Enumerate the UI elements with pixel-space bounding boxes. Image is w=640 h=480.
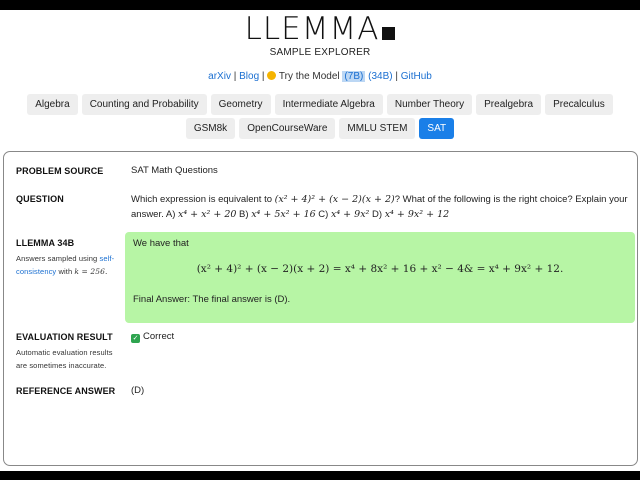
tab-geometry[interactable]: Geometry [211, 94, 271, 115]
logo-square-icon [382, 27, 395, 40]
choice-c: x⁴ + 9x² [330, 209, 370, 220]
choice-b: x⁴ + 5x² + 16 [251, 209, 316, 220]
question-label: QUESTION [16, 194, 64, 204]
evaluation-note: Automatic evaluation results are sometimes inaccurate. [16, 348, 113, 370]
tab-mmlu-stem[interactable]: MMLU STEM [339, 118, 415, 139]
links-bar [0, 71, 640, 82]
tab-algebra[interactable]: Algebra [27, 94, 77, 115]
model-note-k: k = 256. [74, 267, 108, 276]
page-subtitle: SAMPLE EXPLORER [269, 47, 371, 58]
model-note-text: with [56, 267, 75, 276]
separator: | [230, 71, 240, 82]
logo [245, 12, 396, 46]
tab-gsm8k[interactable]: GSM8k [186, 118, 235, 139]
try-model-label: Try the Model [276, 71, 343, 82]
choice-d: x⁴ + 9x² + 12 [384, 209, 450, 220]
model-note [16, 252, 126, 278]
separator: | [259, 71, 268, 82]
tab-sat[interactable]: SAT [419, 118, 454, 139]
problem-source-value: SAT Math Questions [131, 165, 218, 176]
reference-label: REFERENCE ANSWER [16, 386, 116, 396]
hugging-face-icon [267, 71, 276, 80]
choice-d-label: D) [369, 209, 385, 220]
question-text [131, 192, 628, 222]
tab-precalculus[interactable]: Precalculus [545, 94, 613, 115]
check-box-icon: ✓ [132, 335, 139, 342]
tab-number-theory[interactable]: Number Theory [387, 94, 472, 115]
tab-prealgebra[interactable]: Prealgebra [476, 94, 541, 115]
answer-equation: (x² + 4)² + (x − 2)(x + 2) = x⁴ + 8x² + 16 + x² − 4& = x⁴ + 9x² + 12. [196, 263, 564, 275]
tab-intermediate-algebra[interactable]: Intermediate Algebra [275, 94, 383, 115]
evaluation-title: EVALUATION RESULT [16, 332, 113, 342]
question-expression: (x² + 4)² + (x − 2)(x + 2) [274, 194, 395, 205]
model-34b-link[interactable]: (34B) [368, 71, 393, 82]
problem-source-label: PROBLEM SOURCE [16, 166, 104, 176]
question-part: Which expression is equivalent to [131, 194, 275, 205]
question-part: ? What of the following is the right choice? Explain your answer. A) [131, 194, 628, 220]
model-name: LLEMMA 34B [16, 238, 75, 248]
choice-c-label: C) [315, 209, 331, 220]
answer-intro: We have that [133, 238, 189, 249]
tab-counting-and-probability[interactable]: Counting and Probability [82, 94, 207, 115]
model-label [16, 238, 126, 278]
model-note-text: Answers sampled using [16, 254, 100, 263]
sample-card [3, 151, 638, 466]
choice-a: x⁴ + x² + 20 [178, 209, 237, 220]
arxiv-link[interactable]: arXiv [208, 71, 231, 82]
blog-link[interactable]: Blog [239, 71, 260, 82]
model-7b-link[interactable]: (7B) [344, 71, 364, 82]
evaluation-result-text: Correct [143, 331, 175, 342]
model-answer-box [125, 232, 635, 323]
separator: | [392, 71, 401, 82]
logo-text: LLEMMA [244, 11, 380, 47]
github-link[interactable]: GitHub [400, 71, 432, 82]
evaluation-result [131, 329, 628, 344]
self-consistency-link[interactable]: self-consistency [16, 254, 115, 276]
answer-final: Final Answer: The final answer is (D). [133, 294, 291, 305]
page [0, 10, 640, 471]
choice-b-label: B) [236, 209, 252, 220]
tab-opencourseware[interactable]: OpenCourseWare [239, 118, 335, 139]
category-tabs [0, 94, 640, 139]
header [0, 10, 640, 82]
evaluation-label [16, 332, 126, 372]
reference-value: (D) [131, 385, 145, 396]
